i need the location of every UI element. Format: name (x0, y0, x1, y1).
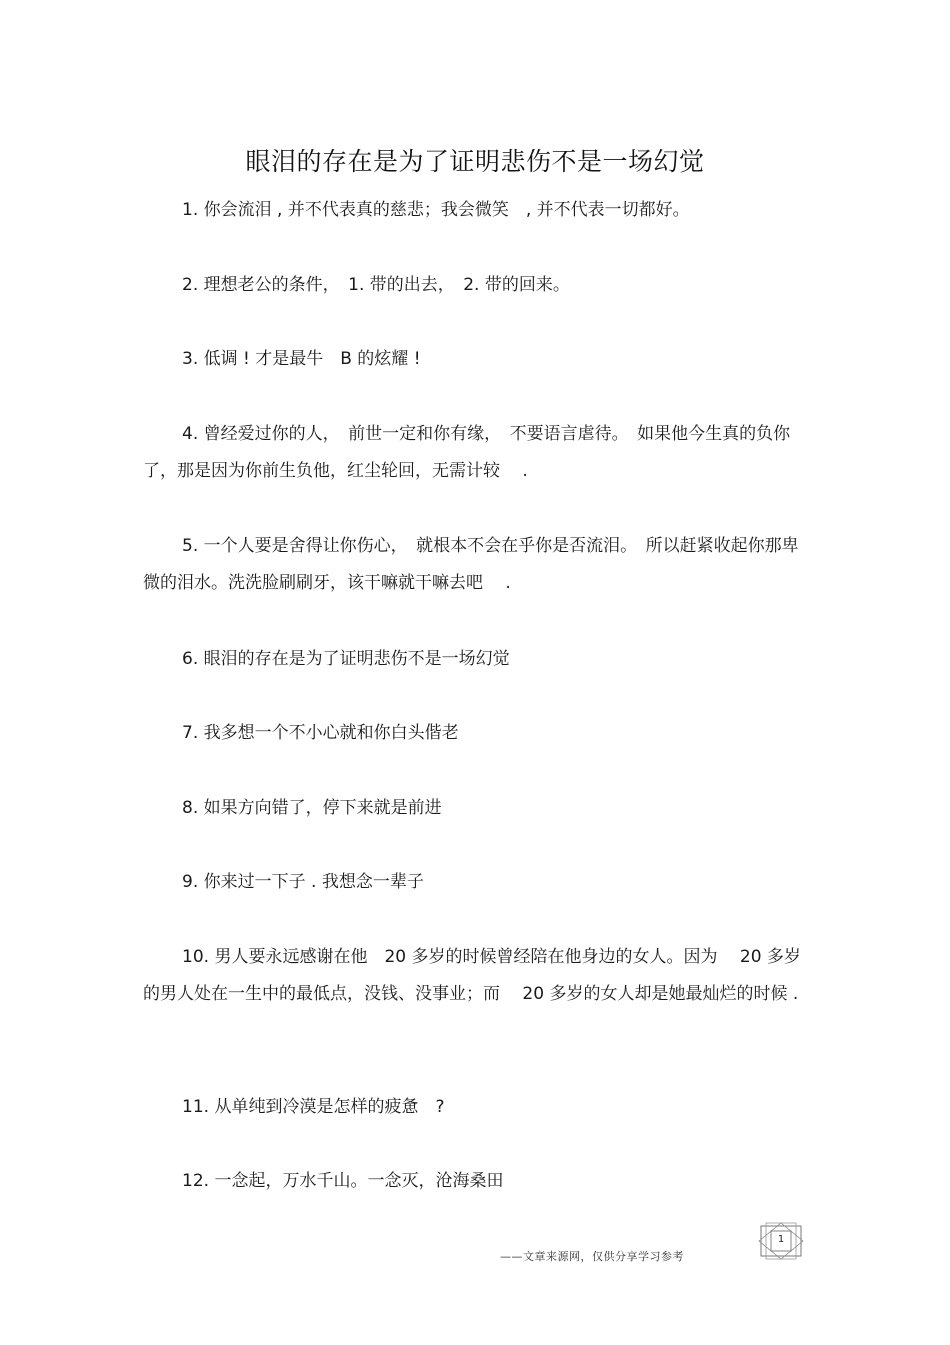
list-item: 6. 眼泪的存在是为了证明悲伤不是一场幻觉 (182, 649, 510, 669)
page-number-badge (757, 1222, 805, 1260)
list-item: 3. 低调 ! 才是最牛 B 的炫耀 ! (182, 349, 421, 369)
page-number: 1 (777, 1234, 785, 1245)
list-item: 5. 一个人要是舍得让你伤心， 就根本不会在乎你是否流泪。 所以赶紧收起你那卑微的泪水。洗洗脸刷刷牙，该干嘛就干嘛去吧 . (143, 536, 799, 593)
list-item: 11. 从单纯到冷漠是怎样的疲惫 ? (182, 1097, 445, 1117)
list-item: 12. 一念起，万水千山。一念灭，沧海桑田 (182, 1171, 504, 1191)
list-item: 8. 如果方向错了，停下来就是前进 (182, 798, 442, 818)
list-item: 1. 你会流泪 , 并不代表真的慈悲；我会微笑 , 并不代表一切都好。 (182, 200, 690, 220)
document-title: 眼泪的存在是为了证明悲伤不是一场幻觉 (245, 147, 705, 176)
list-item: 4. 曾经爱过你的人， 前世一定和你有缘， 不要语言虐待。 如果他今生真的负你了，那是因为你前生负他，红尘轮回，无需计较 . (143, 424, 791, 481)
footer-note: ——文章来源网，仅供分享学习参考 (500, 1250, 684, 1263)
list-item: 7. 我多想一个不小心就和你白头偕老 (182, 723, 459, 743)
list-item: 10. 男人要永远感谢在他 20 多岁的时候曾经陪在他身边的女人。因为 20 多岁的男人处在一生中的最低点，没钱、没事业；而 20 多岁的女人却是她最灿烂的时候 . (143, 947, 801, 1004)
list-item: 2. 理想老公的条件， 1. 带的出去， 2. 带的回来。 (182, 275, 570, 295)
list-item: 9. 你来过一下子 . 我想念一辈子 (182, 872, 424, 892)
